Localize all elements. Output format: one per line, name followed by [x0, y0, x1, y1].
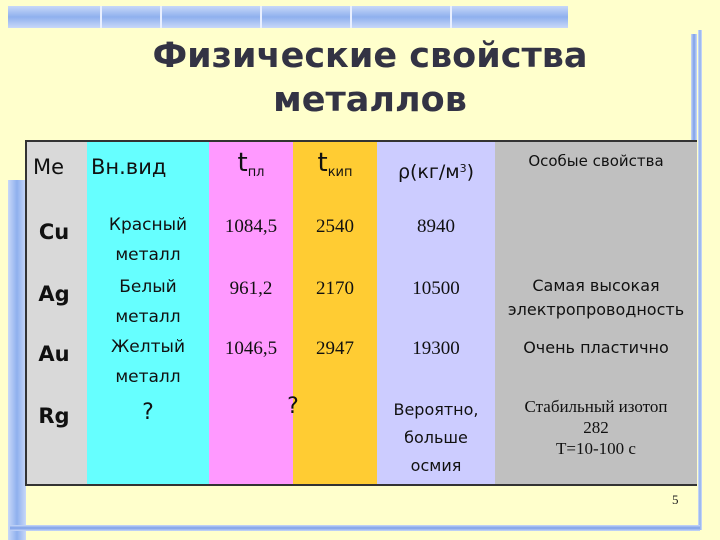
- rho-close: ): [466, 161, 475, 183]
- cell-vid: ?: [142, 400, 154, 425]
- slide-title: [100, 34, 640, 122]
- vid-line-2: металл: [115, 307, 181, 327]
- bottom-decor-line: [10, 525, 700, 531]
- top-decor-tick: [100, 6, 102, 28]
- rho-label: ρ(кг/м: [397, 161, 460, 183]
- cell-special: Очень пластично: [523, 338, 669, 357]
- t-symbol: t: [237, 148, 248, 178]
- cell-special: [495, 274, 697, 322]
- properties-table: [25, 140, 697, 486]
- vid-line-2: металл: [115, 367, 181, 387]
- header-rho: [377, 154, 495, 187]
- special-line-1: Стабильный изотоп: [524, 397, 668, 416]
- top-decor-tick: [260, 6, 262, 28]
- header-vid: Вн.вид: [91, 155, 167, 179]
- special-line-2: электропроводность: [507, 300, 685, 319]
- title-line-1: Физические свойства: [152, 36, 588, 76]
- rho-line-3: осмия: [410, 456, 462, 475]
- top-decor-tick: [450, 6, 452, 28]
- rho-line-1: Вероятно,: [393, 400, 479, 419]
- cell-rho: 8940: [417, 216, 455, 237]
- vid-line-1: Красный: [108, 215, 188, 235]
- title-line-2: металлов: [273, 80, 467, 120]
- vid-line-1: Белый: [119, 277, 177, 297]
- right-decor-bar: [691, 34, 697, 144]
- cell-tkip: 2947: [316, 338, 354, 359]
- cell-me: Cu: [38, 220, 70, 244]
- left-decor-bar: [8, 180, 26, 540]
- rho-sup: 3: [459, 162, 467, 175]
- header-me: Ме: [33, 155, 65, 179]
- row-rg: [27, 392, 697, 484]
- cell-me: Rg: [38, 404, 70, 428]
- row-cu: [27, 210, 697, 270]
- t-symbol: t: [317, 148, 328, 178]
- cell-vid: [87, 272, 209, 332]
- cell-vid: [87, 210, 209, 270]
- cell-rho: [377, 396, 495, 480]
- cell-rho: 19300: [412, 338, 460, 359]
- cell-me: Ag: [38, 282, 70, 306]
- top-decor-bar: [8, 6, 568, 28]
- t-pl-sub: пл: [247, 165, 265, 180]
- header-t-kip: [293, 148, 377, 188]
- header-t-pl: [209, 148, 293, 188]
- vid-line-1: Желтый: [110, 337, 185, 357]
- cell-vid: [87, 332, 209, 392]
- cell-special: [495, 396, 697, 459]
- t-kip-sub: кип: [327, 165, 353, 180]
- top-decor-tick: [350, 6, 352, 28]
- top-decor-tick: [160, 6, 162, 28]
- cell-tpl: 1046,5: [224, 338, 278, 359]
- vid-line-2: металл: [115, 245, 181, 265]
- rho-line-2: больше: [404, 428, 468, 447]
- cell-tpl: 961,2: [229, 278, 273, 299]
- cell-tkip: 2540: [316, 216, 354, 237]
- special-line-3: Т=10-100 с: [556, 439, 636, 458]
- cell-rho: 10500: [412, 278, 460, 299]
- row-ag: [27, 272, 697, 332]
- special-line-1: Самая высокая: [532, 276, 660, 295]
- cell-me: Au: [38, 342, 70, 366]
- row-au: [27, 332, 697, 392]
- right-decor-line: [698, 30, 702, 530]
- page-number: 5: [672, 492, 679, 507]
- cell-temps: ?: [287, 394, 299, 419]
- cell-tpl: 1084,5: [224, 216, 278, 237]
- cell-tkip: 2170: [316, 278, 354, 299]
- header-special: Особые свойства: [528, 152, 664, 170]
- special-line-2: 282: [583, 418, 609, 437]
